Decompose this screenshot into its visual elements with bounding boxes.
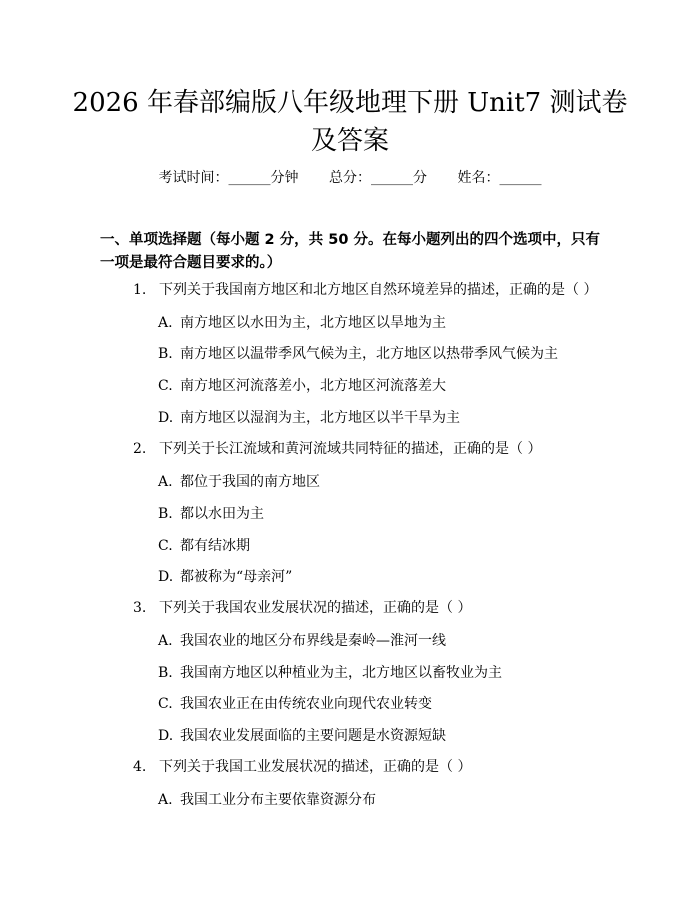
option-3d bbox=[158, 726, 446, 746]
question-2 bbox=[133, 439, 541, 459]
option-2c bbox=[158, 536, 250, 556]
question-text: 下列关于我国工业发展状况的描述，正确的是（ ） bbox=[159, 759, 472, 775]
option-3c bbox=[158, 694, 432, 714]
option-letter: D. bbox=[158, 569, 174, 585]
option-4a bbox=[158, 790, 376, 810]
option-1a bbox=[158, 313, 446, 333]
option-3b bbox=[158, 663, 502, 683]
document-title: 2026 年春部编版八年级地理下册 Unit7 测试卷及答案 bbox=[72, 88, 628, 156]
option-text: 我国农业发展面临的主要问题是水资源短缺 bbox=[180, 728, 446, 744]
question-text: 下列关于我国农业发展状况的描述，正确的是（ ） bbox=[159, 600, 472, 616]
question-1 bbox=[133, 280, 597, 300]
student-name: 姓名：______ bbox=[457, 170, 542, 186]
option-text: 我国农业的地区分布界线是秦岭—淮河一线 bbox=[180, 633, 446, 649]
question-number: 3. bbox=[133, 600, 147, 616]
question-number: 2. bbox=[133, 441, 147, 457]
option-letter: A. bbox=[158, 633, 173, 649]
option-1d bbox=[158, 408, 460, 428]
option-text: 南方地区以温带季风气候为主，北方地区以热带季风气候为主 bbox=[180, 346, 558, 362]
option-text: 我国工业分布主要依靠资源分布 bbox=[180, 792, 376, 808]
exam-meta bbox=[0, 168, 700, 188]
exam-time: 考试时间：______分钟 bbox=[158, 170, 299, 186]
option-2d bbox=[158, 567, 292, 587]
option-letter: B. bbox=[158, 506, 173, 522]
option-text: 南方地区以水田为主，北方地区以旱地为主 bbox=[180, 315, 446, 331]
question-number: 1. bbox=[133, 282, 147, 298]
option-letter: B. bbox=[158, 665, 173, 681]
option-text: 都被称为“母亲河” bbox=[180, 569, 293, 585]
option-3a bbox=[158, 631, 446, 651]
question-3 bbox=[133, 598, 471, 618]
question-text: 下列关于我国南方地区和北方地区自然环境差异的描述，正确的是（ ） bbox=[159, 282, 598, 298]
option-letter: C. bbox=[158, 538, 173, 554]
question-4 bbox=[133, 757, 471, 777]
option-text: 都位于我国的南方地区 bbox=[180, 474, 320, 490]
option-text: 我国南方地区以种植业为主，北方地区以畜牧业为主 bbox=[180, 665, 502, 681]
option-letter: B. bbox=[158, 346, 173, 362]
option-letter: C. bbox=[158, 378, 173, 394]
option-letter: A. bbox=[158, 474, 173, 490]
option-2b bbox=[158, 504, 264, 524]
option-letter: D. bbox=[158, 728, 174, 744]
section-heading: 一、单项选择题（每小题 2 分，共 50 分。在每小题列出的四个选项中，只有一项是最符合题目要求的。） bbox=[100, 232, 600, 271]
question-number: 4. bbox=[133, 759, 147, 775]
option-letter: A. bbox=[158, 792, 173, 808]
option-letter: C. bbox=[158, 696, 173, 712]
total-score: 总分：______分 bbox=[329, 170, 427, 186]
option-letter: A. bbox=[158, 315, 173, 331]
option-text: 我国农业正在由传统农业向现代农业转变 bbox=[180, 696, 432, 712]
question-text: 下列关于长江流域和黄河流域共同特征的描述，正确的是（ ） bbox=[159, 441, 542, 457]
option-text: 都有结冰期 bbox=[180, 538, 250, 554]
option-text: 南方地区以湿润为主，北方地区以半干旱为主 bbox=[180, 410, 460, 426]
option-1c bbox=[158, 376, 446, 396]
option-letter: D. bbox=[158, 410, 174, 426]
option-2a bbox=[158, 472, 320, 492]
option-text: 南方地区河流落差小，北方地区河流落差大 bbox=[180, 378, 446, 394]
option-text: 都以水田为主 bbox=[180, 506, 264, 522]
option-1b bbox=[158, 344, 558, 364]
